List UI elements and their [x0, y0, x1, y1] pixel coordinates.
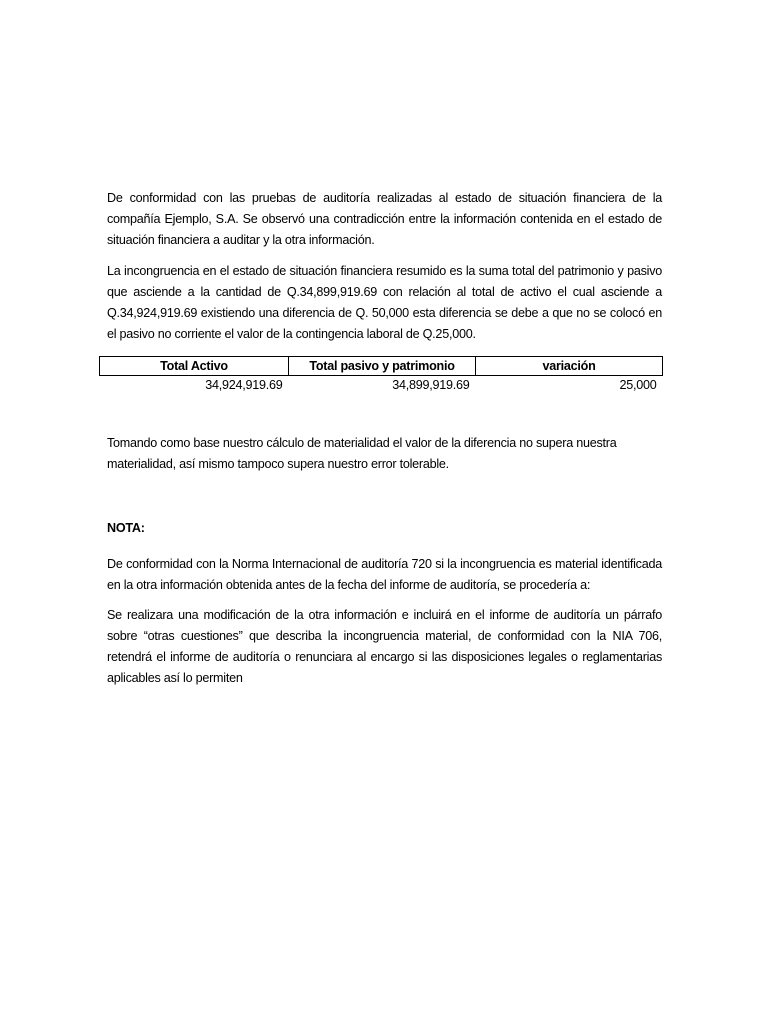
- cell-total-pasivo-patrimonio: 34,899,919.69: [392, 378, 470, 392]
- table-header-row: [100, 357, 663, 376]
- paragraph-procedure: Se realizara una modificación de la otra información e incluirá en el informe de auditoría un párrafo sobre “otras cuestiones” que describa la incongruencia material, de conformidad con la NIA 706, retendrá el informe de auditoría o renunciara al encargo si las disposiciones legales o reglamentarias aplicables así lo permiten: [107, 608, 662, 685]
- paragraph-materiality: Tomando como base nuestro cálculo de materialidad el valor de la diferencia no supera nuestra materialidad, así mismo tampoco supera nuestro error tolerable.: [107, 436, 617, 471]
- paragraph-nia-720: De conformidad con la Norma Internacional de auditoría 720 si la incongruencia es material identificada en la otra información obtenida antes de la fecha del informe de auditoría, se procedería a:: [107, 557, 662, 592]
- document-page: [107, 188, 662, 689]
- paragraph-findings: De conformidad con las pruebas de auditoría realizadas al estado de situación financiera de la compañía Ejemplo, S.A. Se observó una contradicción entre la información contenida en el estado de situación financiera a auditar y la otra información.: [107, 191, 662, 247]
- table-row: [100, 376, 663, 395]
- header-total-pasivo-patrimonio: Total pasivo y patrimonio: [289, 357, 476, 376]
- note-heading: NOTA:: [107, 521, 145, 535]
- paragraph-incongruence: La incongruencia en el estado de situación financiera resumido es la suma total del patrimonio y pasivo que asciende a la cantidad de Q.34,899,919.69 con relación al total de activo el cual asciende a Q.34,924,919.69 existiendo una diferencia de Q. 50,000 esta diferencia se debe a que no se colocó en el pasivo no corriente el valor de la contingencia laboral de Q.25,000.: [107, 264, 662, 341]
- cell-variacion: 25,000: [619, 378, 657, 392]
- financial-summary-table: [99, 356, 663, 394]
- header-variacion: variación: [476, 357, 663, 376]
- cell-total-activo: 34,924,919.69: [205, 378, 283, 392]
- header-total-activo: Total Activo: [100, 357, 289, 376]
